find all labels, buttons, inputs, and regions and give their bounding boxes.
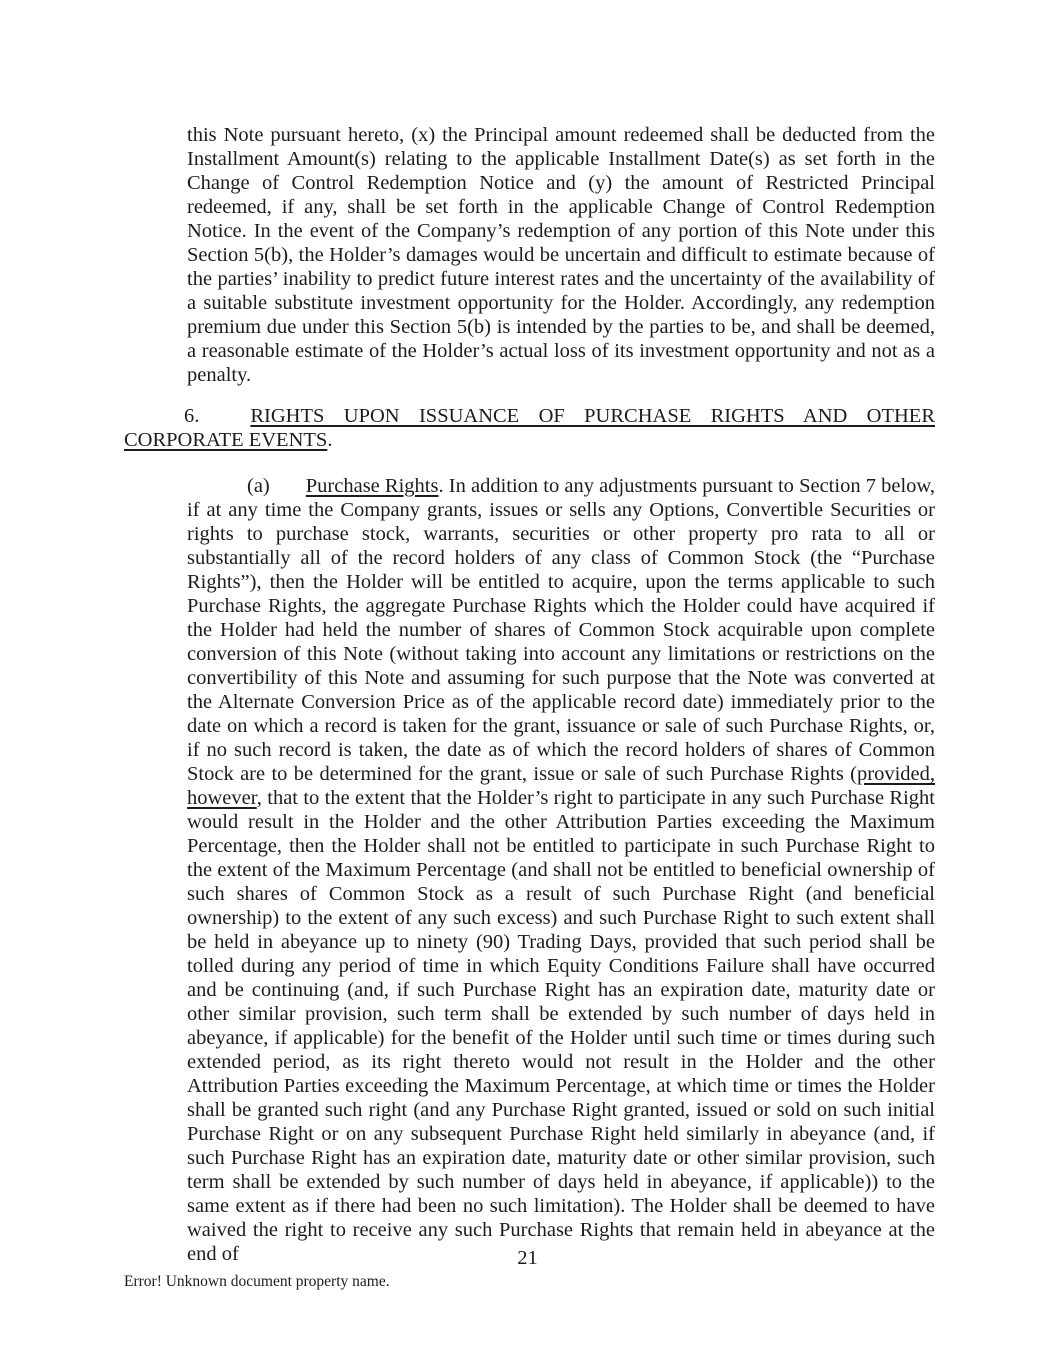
subsection-a-text: . In addition to any adjustments pursuant to Section 7 below, if at any time the Company grants, issues or sells any Options, Convertible Securities or rights to purchase stock, warrants, securities or other property pro rata to all or substantially all of the record holders of any class of Common Stock (the “Purchase Rights”), then the Holder will be entitled to acquire, upon the terms applicable to such Purchase Rights, the aggregate Purchase Rights which the Holder could have acquired if the Holder had held the number of shares of Common Stock acquirable upon complete conversion of this Note (without taking into account any limitations or restrictions on the convertibility of this Note and assuming for such purpose that the Note was converted at the Alternate Conversion Price as of the applicable record date) immediately prior to the date on which a record is taken for the grant, issuance or sale of such Purchase Rights, or, if no such record is taken, the date as of which the record holders of shares of Common Stock are to be determined for the grant, issue or sale of such Purchase Rights (	[187, 475, 936, 785]
paragraph-6a	[187, 474, 935, 1266]
section-6-title-period: .	[327, 429, 333, 451]
text-block	[124, 123, 935, 1266]
term-provided: provided,	[857, 763, 935, 785]
page-number: 21	[517, 1247, 538, 1269]
footer-error-text: Error! Unknown document property name.	[124, 1273, 390, 1290]
term-however: however	[187, 787, 257, 809]
section-number: 6.	[184, 405, 200, 427]
subsection-a-text: , that to the extent that the Holder’s right to participate in any such Purchase Right would result in the Holder and the other Attribution Parties exceeding the Maximum Percentage, then the Holder shall not be entitled to participate in such Purchase Right to the extent of the Maximum Percentage (and shall not be entitled to beneficial ownership of such shares of Common Stock as a result of such Purchase Right (and beneficial ownership) to the extent of any such excess) and such Purchase Right to such extent shall be held in abeyance up to ninety (90) Trading Days, provided that such period shall be tolled during any period of time in which Equity Conditions Failure shall have occurred and be continuing (and, if such Purchase Right has an expiration date, maturity date or other similar provision, such term shall be extended by such number of days held in abeyance, if applicable) for the benefit of the Holder until such time or times during such extended period, as its right thereto would not result in the Holder and the other Attribution Parties exceeding the Maximum Percentage, at which time or times the Holder shall be granted such right (and any Purchase Right granted, issued or sold on such initial Purchase Right or on any subsequent Purchase Right held similarly in abeyance (and, if such Purchase Right has an expiration date, maturity date or other similar provision, such term shall be extended by such number of days held in abeyance, if applicable)) to the same extent as if there had been no such limitation). The Holder shall be deemed to have waived the right to receive any such Purchase Rights that remain held in abeyance at the end of	[187, 787, 935, 1265]
subsection-a-title: Purchase Rights	[305, 475, 439, 497]
paragraph-continuation: this Note pursuant hereto, (x) the Principal amount redeemed shall be deducted from the Installment Amount(s) relating to the applicable Installment Date(s) as set forth in the Change of Control Redemption Notice and (y) the amount of Restricted Principal redeemed, if any, shall be set forth in the applicable Change of Control Redemption Notice. In the event of the Company’s redemption of any portion of this Note under this Section 5(b), the Holder’s damages would be uncertain and difficult to estimate because of the parties’ inability to predict future interest rates and the uncertainty of the availability of a suitable substitute investment opportunity for the Holder. Accordingly, any redemption premium due under this Section 5(b) is intended by the parties to be, and shall be deemed, a reasonable estimate of the Holder’s actual loss of its investment opportunity and not as a penalty.	[187, 124, 935, 386]
section-6-title: RIGHTS UPON ISSUANCE OF PURCHASE RIGHTS AND OTHER CORPORATE EVENTS	[124, 405, 935, 451]
section-6-heading	[124, 404, 935, 452]
subsection-a-label: (a)	[247, 475, 270, 497]
